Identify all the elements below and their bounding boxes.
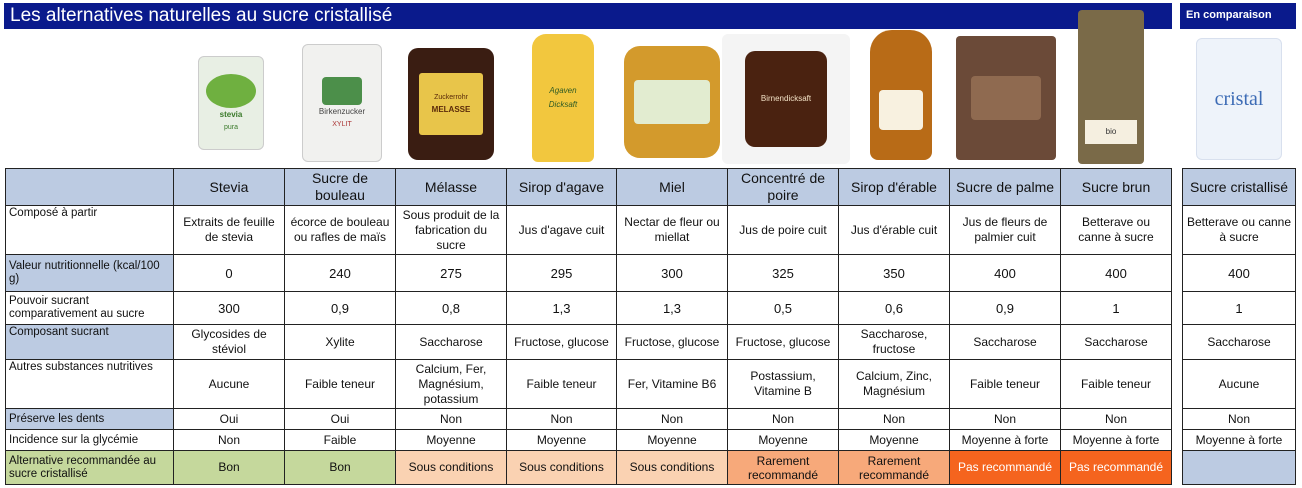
table-row [6,451,1172,485]
table-cell: Extraits de feuille de stevia [174,206,285,255]
table-cell: Non [617,409,728,430]
birch-sugar-bag-icon [302,44,382,162]
comparison-title: En comparaison [1180,3,1296,29]
table-cell: Moyenne à forte [1183,430,1296,451]
header-row [1183,169,1296,206]
crystal-label-top: cristal [1214,87,1264,110]
table-cell: Moyenne [839,430,950,451]
row-label: Incidence sur la glycémie [6,430,174,451]
page-title: Les alternatives naturelles au sucre cristallisé [4,3,1172,29]
row-label: Composé à partir [6,206,174,255]
rating-cell: Bon [174,451,285,485]
table-row [6,292,1172,325]
column-header: Mélasse [396,169,507,206]
brown-sugar-label-top: bio [1105,127,1117,136]
table-cell: Fructose, glucose [617,325,728,360]
column-header: Sucre de bouleau [285,169,396,206]
table-cell: 1 [1183,292,1296,325]
palm-sugar-bag-icon [956,36,1056,160]
table-cell: Non [174,430,285,451]
table-cell: Calcium, Fer, Magnésium, potassium [396,360,507,409]
table-cell: Non [839,409,950,430]
table-cell: Faible teneur [950,360,1061,409]
crystal-sugar-bag-icon [1196,38,1282,160]
table-cell: Xylite [285,325,396,360]
table-cell: Saccharose [1061,325,1172,360]
table-row [6,206,1172,255]
table-cell: Moyenne à forte [1061,430,1172,451]
table-cell: 0,6 [839,292,950,325]
table-row [1183,255,1296,292]
alternatives-table [5,168,1172,485]
table-cell: Moyenne [507,430,617,451]
maple-syrup-bottle-icon [870,30,932,160]
agave-label-top: Agaven [549,86,577,95]
table-cell: 300 [174,292,285,325]
rating-cell: Rarement recommandé [728,451,839,485]
table-cell: 325 [728,255,839,292]
table-cell: Moyenne [617,430,728,451]
birch-label-top: Birkenzucker [318,106,366,116]
rating-cell: Sous conditions [617,451,728,485]
table-cell: 350 [839,255,950,292]
table-cell: écorce de bouleau ou rafles de maïs [285,206,396,255]
table-cell: 300 [617,255,728,292]
table-cell: Oui [285,409,396,430]
table-cell: Saccharose [1183,325,1296,360]
table-row [1183,292,1296,325]
rating-cell: Sous conditions [507,451,617,485]
rating-cell: Pas recommandé [1061,451,1172,485]
column-header: Miel [617,169,728,206]
table-cell: Moyenne [728,430,839,451]
brown-sugar-bag-icon [1078,10,1144,164]
table-cell: Non [1183,409,1296,430]
table-cell: Nectar de fleur ou miellat [617,206,728,255]
table-cell: Saccharose [950,325,1061,360]
table-cell: Non [396,409,507,430]
table-row [6,409,1172,430]
column-header: Concentré de poire [728,169,839,206]
table-cell: Jus d'érable cuit [839,206,950,255]
table-cell: Fer, Vitamine B6 [617,360,728,409]
table-cell: Faible [285,430,396,451]
table-row [1183,206,1296,255]
table-cell: 0,9 [950,292,1061,325]
stevia-box-icon [198,56,264,150]
table-cell: Moyenne à forte [950,430,1061,451]
comparison-header: Sucre cristallisé [1183,169,1296,206]
table-cell: Fructose, glucose [507,325,617,360]
table-cell: Betterave ou canne à sucre [1183,206,1296,255]
table-cell: 400 [1061,255,1172,292]
table-row [6,325,1172,360]
table-row [1183,451,1296,485]
column-header: Sirop d'agave [507,169,617,206]
table-cell [1183,451,1296,485]
table-cell: Sous produit de la fabrication du sucre [396,206,507,255]
table-cell: 0,5 [728,292,839,325]
row-label: Alternative recommandée au sucre cristallisé [6,451,174,485]
table-cell: 295 [507,255,617,292]
table-cell: Faible teneur [1061,360,1172,409]
table-row [1183,409,1296,430]
table-cell: Non [1061,409,1172,430]
header-row [6,169,1172,206]
table-row [6,255,1172,292]
table-cell: Faible teneur [285,360,396,409]
table-cell: 1 [1061,292,1172,325]
table-cell: 0 [174,255,285,292]
product-images-row [0,30,1302,168]
table-cell: Betterave ou canne à sucre [1061,206,1172,255]
molasses-jar-icon [408,48,494,160]
table-cell: Saccharose [396,325,507,360]
table-row [6,430,1172,451]
table-row [6,360,1172,409]
table-cell: 0,8 [396,292,507,325]
pear-label-top: Birnendicksaft [760,94,812,103]
comparison-table [1182,168,1296,485]
table-cell: 400 [1183,255,1296,292]
table-cell: 400 [950,255,1061,292]
table-cell: Faible teneur [507,360,617,409]
table-cell: Saccharose, fructose [839,325,950,360]
table-cell: 1,3 [617,292,728,325]
table-cell: Calcium, Zinc, Magnésium [839,360,950,409]
stevia-label-bottom: pura [223,123,238,131]
table-cell: Non [728,409,839,430]
table-row [1183,430,1296,451]
table-cell: Oui [174,409,285,430]
table-cell: 275 [396,255,507,292]
table-cell: Glycosides de stéviol [174,325,285,360]
row-label: Préserve les dents [6,409,174,430]
table-cell: Jus d'agave cuit [507,206,617,255]
molasses-label-bottom: MELASSE [431,104,471,114]
column-header: Sucre brun [1061,169,1172,206]
table-cell: Moyenne [396,430,507,451]
row-label: Valeur nutritionnelle (kcal/100 g) [6,255,174,292]
header-empty [6,169,174,206]
row-label: Composant sucrant [6,325,174,360]
molasses-label-top: Zuckerrohr [434,93,468,101]
pear-syrup-jar-icon [722,34,850,164]
table-row [1183,360,1296,409]
table-cell: Fructose, glucose [728,325,839,360]
column-header: Sirop d'érable [839,169,950,206]
honey-jar-icon [624,46,720,158]
rating-cell: Pas recommandé [950,451,1061,485]
column-header: Sucre de palme [950,169,1061,206]
rating-cell: Rarement recommandé [839,451,950,485]
table-cell: Aucune [1183,360,1296,409]
table-cell: Non [507,409,617,430]
rating-cell: Sous conditions [396,451,507,485]
rating-cell: Bon [285,451,396,485]
table-cell: Jus de poire cuit [728,206,839,255]
agave-bottle-icon [532,34,594,162]
table-cell: 240 [285,255,396,292]
birch-label-bottom: XYLIT [332,120,352,128]
agave-label-bottom: Dicksaft [548,100,578,109]
table-cell: Jus de fleurs de palmier cuit [950,206,1061,255]
table-cell: Postassium, Vitamine B [728,360,839,409]
table-cell: Aucune [174,360,285,409]
table-cell: 1,3 [507,292,617,325]
table-cell: Non [950,409,1061,430]
column-header: Stevia [174,169,285,206]
row-label: Pouvoir sucrant comparativement au sucre [6,292,174,325]
table-row [1183,325,1296,360]
stevia-label-top: stevia [219,109,243,119]
row-label: Autres substances nutritives [6,360,174,409]
table-cell: 0,9 [285,292,396,325]
